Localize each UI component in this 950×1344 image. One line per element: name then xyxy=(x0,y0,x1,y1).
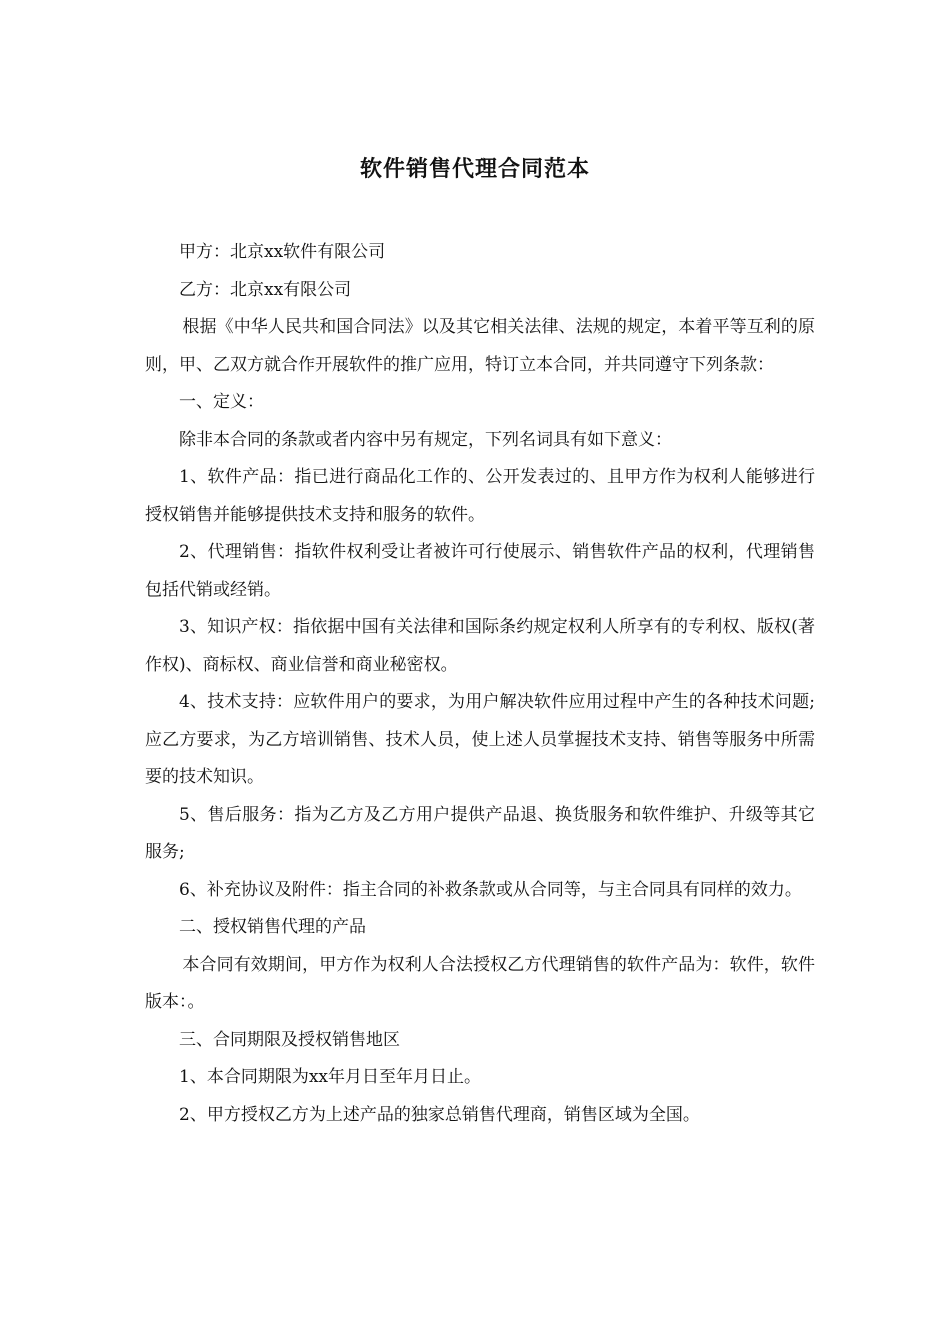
territory-clause: 2、甲方授权乙方为上述产品的独家总销售代理商，销售区域为全国。 xyxy=(179,1104,700,1125)
section-heading-products: 二、授权销售代理的产品 xyxy=(179,917,366,937)
party-b: 乙方：北京xx有限公司 xyxy=(179,279,352,300)
party-a: 甲方：北京xx软件有限公司 xyxy=(179,242,386,262)
definition-technical-support: 4、技术支持：应软件用户的要求，为用户解决软件应用过程中产生的各种技术问题;应乙方要求，为乙方培训销售、技术人员，使上述人员掌握技术支持、销售等服务中所需要的技术知识。 xyxy=(145,692,815,787)
section-heading-definitions: 一、定义： xyxy=(179,392,264,412)
definition-supplementary-agreement: 6、补充协议及附件：指主合同的补救条款或从合同等，与主合同具有同样的效力。 xyxy=(179,879,802,900)
definition-software-product: 1、软件产品：指已进行商品化工作的、公开发表过的、且甲方作为权利人能够进行授权销售并能够提供技术支持和服务的软件。 xyxy=(145,467,815,525)
document-title: 软件销售代理合同范本 xyxy=(359,157,590,182)
definition-after-sales-service: 5、售后服务：指为乙方及乙方用户提供产品退、换货服务和软件维护、升级等其它服务; xyxy=(145,804,815,862)
products-paragraph: 本合同有效期间，甲方作为权利人合法授权乙方代理销售的软件产品为：软件，软件版本：。 xyxy=(145,954,815,1012)
section-heading-term-territory: 三、合同期限及授权销售地区 xyxy=(179,1029,400,1050)
definitions-intro: 除非本合同的条款或者内容中另有规定，下列名词具有如下意义： xyxy=(179,429,672,450)
definition-intellectual-property: 3、知识产权：指依据中国有关法律和国际条约规定权利人所享有的专利权、版权(著作权)、商标权、商业信誉和商业秘密权。 xyxy=(145,617,815,675)
document-body xyxy=(145,234,815,1134)
preamble-paragraph: 根据《中华人民共和国合同法》以及其它相关法律、法规的规定，本着平等互利的原则，甲、乙双方就合作开展软件的推广应用，特订立本合同，并共同遵守下列条款： xyxy=(145,317,815,375)
definition-agency-sales: 2、代理销售：指软件权利受让者被许可行使展示、销售软件产品的权利，代理销售包括代销或经销。 xyxy=(145,542,815,600)
term-clause: 1、本合同期限为xx年月日至年月日止。 xyxy=(179,1067,481,1087)
